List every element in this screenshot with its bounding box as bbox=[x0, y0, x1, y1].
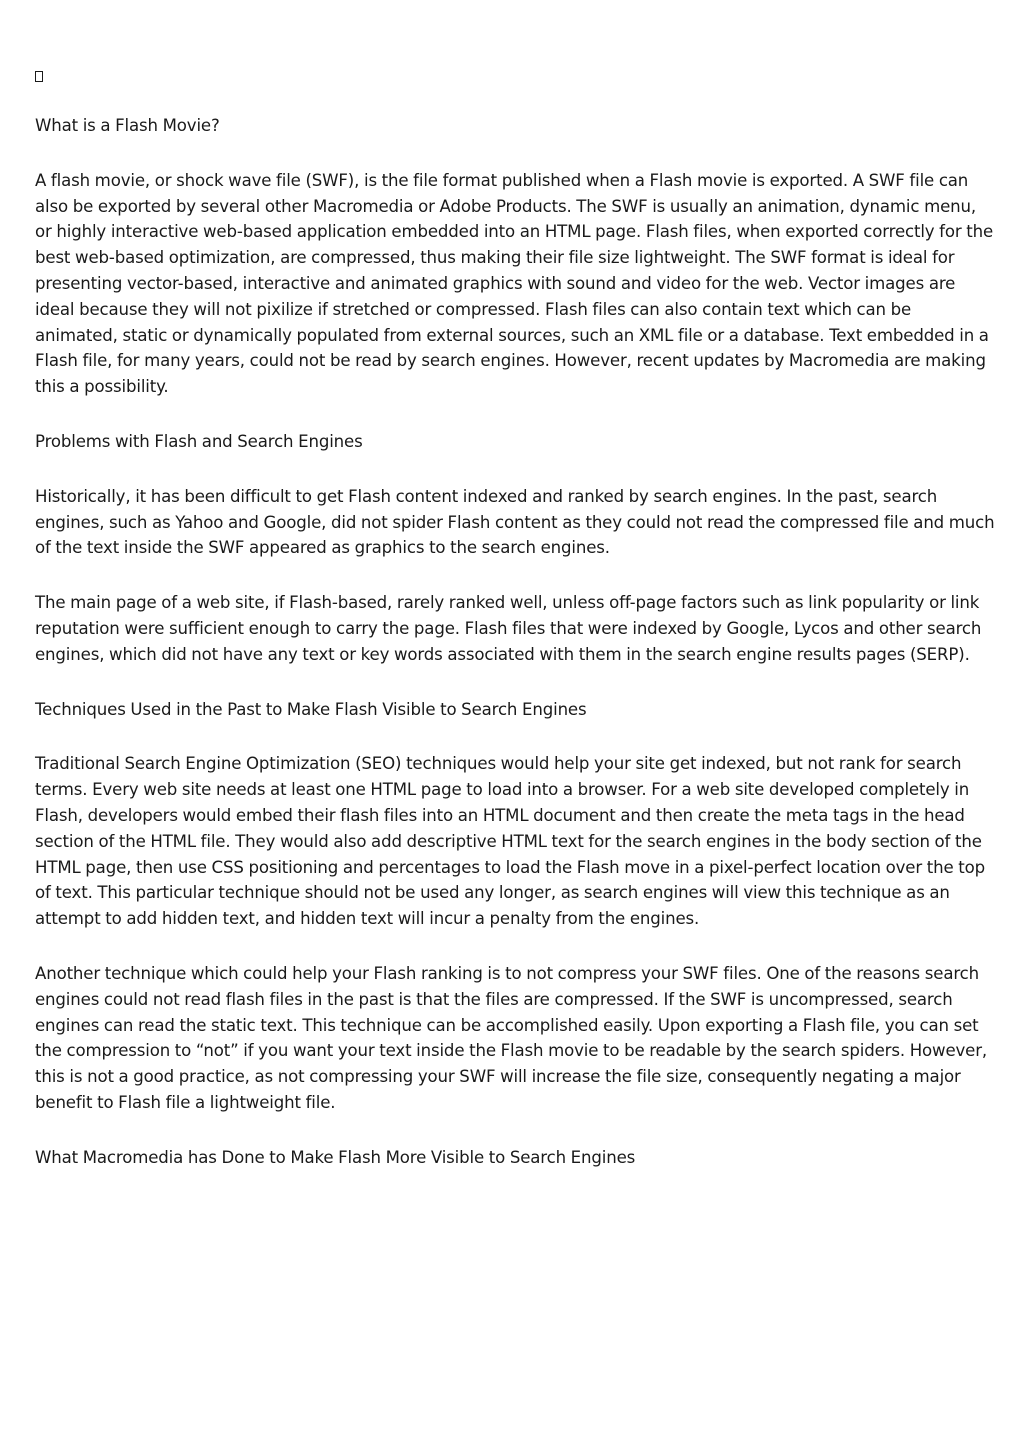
paragraph-historical-indexing: Historically, it has been difficult to get Flash content indexed and ranked by search engines. In the past, search engines, such as Yahoo and Google, did not spider Flash content as they could not read the compressed file and much of the text inside the SWF appeared as graphics to the search engines. bbox=[35, 486, 995, 558]
paragraph-traditional-seo: Traditional Search Engine Optimization (SEO) techniques would help your site get indexed, but not rank for search terms. Every web site needs at least one HTML page to load into a browser. For a web site developed completely in Flash, developers would embed their flash files into an HTML document and then create the meta tags in the head section of the HTML file. They would also add descriptive HTML text for the search engines in the body section of the HTML page, then use CSS positioning and percentages to load the Flash move in a pixel-perfect location over the top of text. This particular technique should not be used any longer, as search engines will view this technique as an attempt to add hidden text, and hidden text will incur a penalty from the engines. bbox=[35, 754, 986, 929]
paragraph-main-page-ranking: The main page of a web site, if Flash-based, rarely ranked well, unless off-page factors such as link popularity or link reputation were sufficient enough to carry the page. Flash files that were indexed by Google, Lycos and other search engines, which did not have any text or key words associated with them in the search engine results pages (SERP). bbox=[35, 593, 982, 664]
section-heading-macromedia: What Macromedia has Done to Make Flash More Visible to Search Engines bbox=[35, 1147, 636, 1167]
section-heading-problems: Problems with Flash and Search Engines bbox=[35, 431, 363, 451]
document-page bbox=[35, 65, 995, 1200]
paragraph-compression-technique: Another technique which could help your Flash ranking is to not compress your SWF files. One of the reasons search engines could not read flash files in the past is that the files are compressed. If the SWF is uncompressed, search engines can read the static text. This technique can be accomplished easily. Upon exporting a Flash file, you can set the compression to “not” if you want your text inside the Flash movie to be readable by the search spiders. However, this is not a good practice, as not compressing your SWF will increase the file size, consequently negating a major benefit to Flash file a lightweight file. bbox=[35, 963, 988, 1112]
section-heading-what-is-flash: What is a Flash Movie? bbox=[35, 116, 220, 135]
missing-glyph-icon bbox=[35, 71, 43, 82]
section-heading-past-techniques: Techniques Used in the Past to Make Flash Visible to Search Engines bbox=[35, 699, 587, 719]
paragraph-flash-movie-definition: A flash movie, or shock wave file (SWF), is the file format published when a Flash movie is exported. A SWF file can also be exported by several other Macromedia or Adobe Products. The SWF is usually an animation, dynamic menu, or highly interactive web-based application embedded into an HTML page. Flash files, when exported correctly for the best web-based optimization, are compressed, thus making their file size lightweight. The SWF format is ideal for presenting vector-based, interactive and animated graphics with sound and video for the web. Vector images are ideal because they will not pixilize if stretched or compressed. Flash files can also contain text which can be animated, static or dynamically populated from external sources, such an XML file or a database. Text embedded in a Flash file, for many years, could not be read by search engines. However, recent updates by Macromedia are making this a possibility. bbox=[35, 170, 994, 397]
